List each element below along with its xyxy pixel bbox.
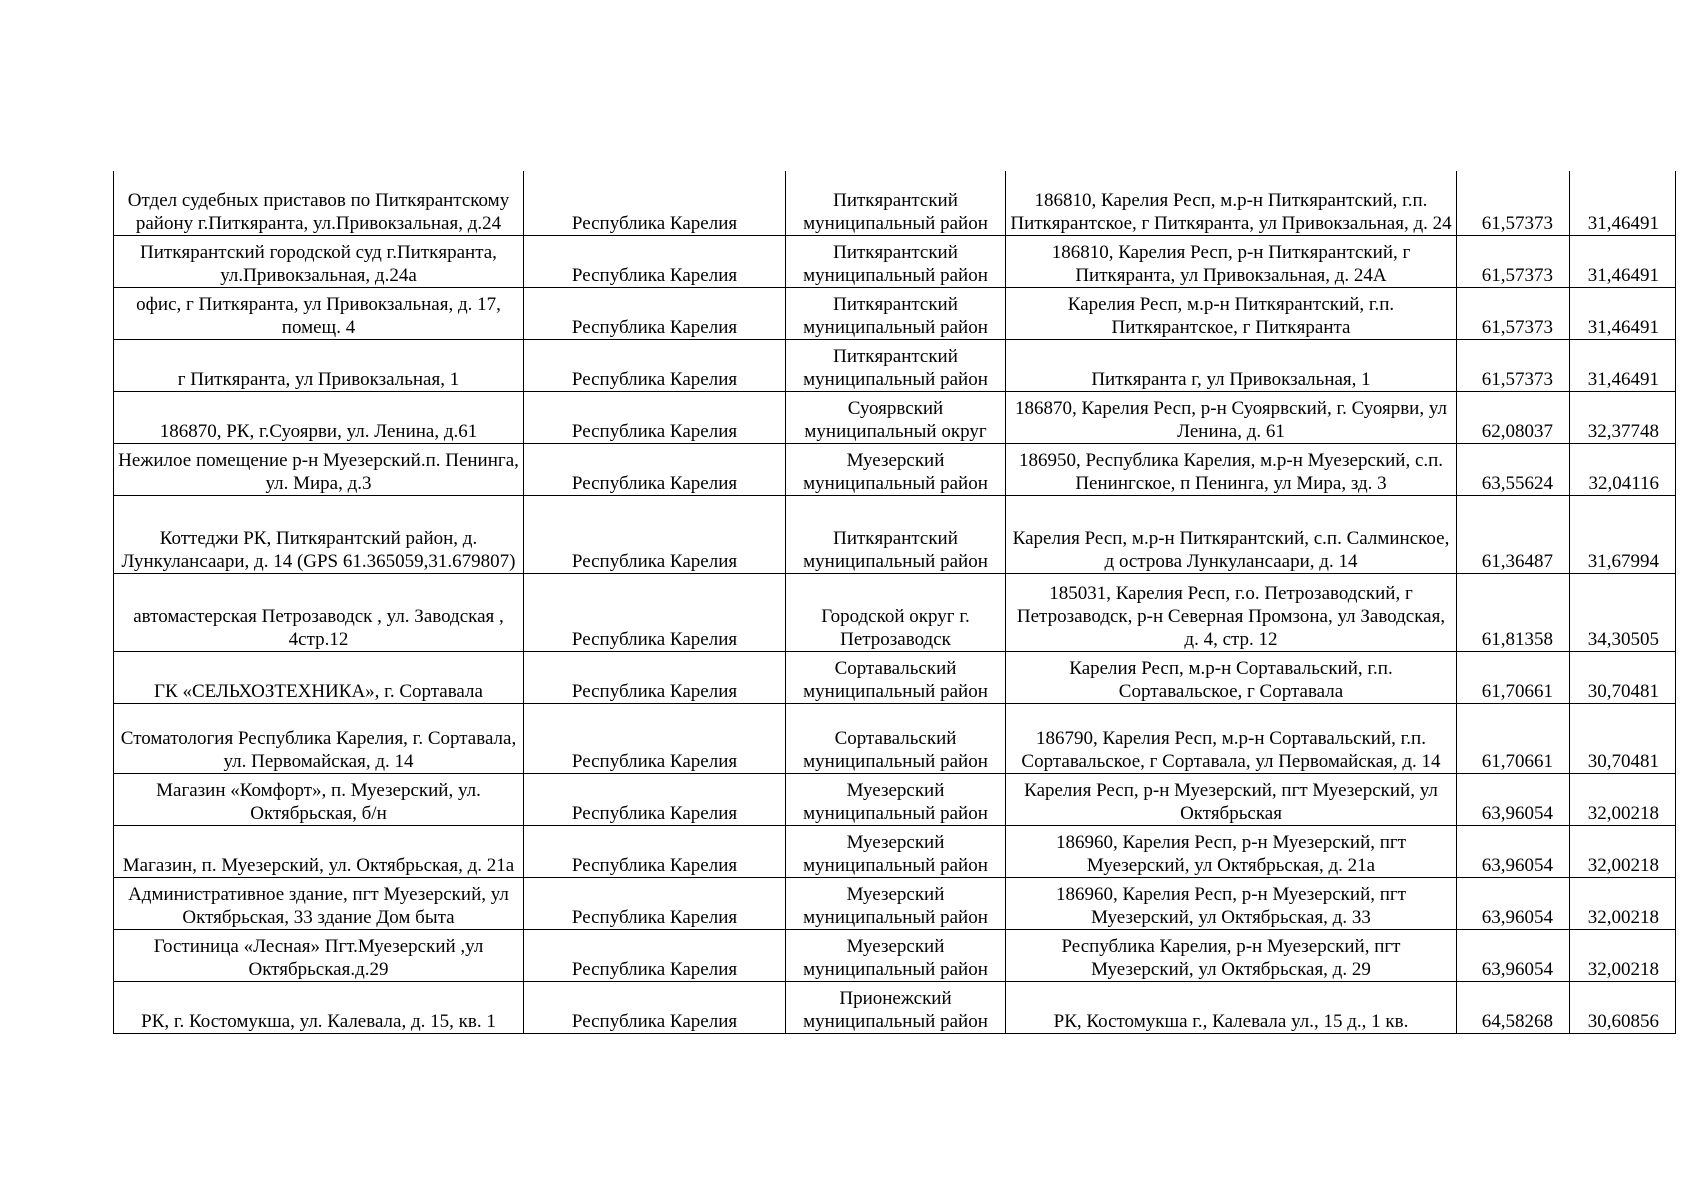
address-cell: 186790, Карелия Респ, м.р-н Сортавальский, г.п. Сортавальское, г Сортавала, ул Первомайская, д. 14 — [1006, 703, 1457, 773]
latitude-cell: 64,58268 — [1457, 981, 1570, 1033]
table-row — [114, 391, 1676, 443]
longitude-cell: 32,04116 — [1570, 443, 1676, 495]
district-cell: Муезерский муниципальный район — [786, 877, 1006, 929]
table-row — [114, 929, 1676, 981]
table-row — [114, 773, 1676, 825]
object-name-cell: Питкярантский городской суд г.Питкяранта, ул.Привокзальная, д.24а — [114, 235, 524, 287]
region-cell: Республика Карелия — [524, 339, 786, 391]
latitude-cell: 61,57373 — [1457, 235, 1570, 287]
object-name-cell: автомастерская Петрозаводск , ул. Заводская , 4стр.12 — [114, 573, 524, 651]
region-cell: Республика Карелия — [524, 929, 786, 981]
address-cell: 186810, Карелия Респ, р-н Питкярантский, г Питкяранта, ул Привокзальная, д. 24А — [1006, 235, 1457, 287]
longitude-cell: 31,46491 — [1570, 287, 1676, 339]
table-row — [114, 877, 1676, 929]
latitude-cell: 61,57373 — [1457, 171, 1570, 235]
object-name-cell: 186870, РК, г.Суоярви, ул. Ленина, д.61 — [114, 391, 524, 443]
district-cell: Питкярантский муниципальный район — [786, 495, 1006, 573]
longitude-cell: 31,46491 — [1570, 171, 1676, 235]
address-cell: Карелия Респ, м.р-н Сортавальский, г.п. Сортавальское, г Сортавала — [1006, 651, 1457, 703]
address-cell: Карелия Респ, р-н Муезерский, пгт Муезерский, ул Октябрьская — [1006, 773, 1457, 825]
table-row — [114, 573, 1676, 651]
district-cell: Питкярантский муниципальный район — [786, 171, 1006, 235]
latitude-cell: 61,57373 — [1457, 339, 1570, 391]
latitude-cell: 61,36487 — [1457, 495, 1570, 573]
object-name-cell: Гостиница «Лесная» Пгт.Муезерский ,ул Октябрьская.д.29 — [114, 929, 524, 981]
latitude-cell: 63,96054 — [1457, 825, 1570, 877]
address-cell: Карелия Респ, м.р-н Питкярантский, с.п. Салминское, д острова Лункулансаари, д. 14 — [1006, 495, 1457, 573]
table-row — [114, 651, 1676, 703]
longitude-cell: 30,70481 — [1570, 651, 1676, 703]
region-cell: Республика Карелия — [524, 495, 786, 573]
longitude-cell: 31,67994 — [1570, 495, 1676, 573]
district-cell: Прионежский муниципальный район — [786, 981, 1006, 1033]
object-name-cell: Коттеджи РК, Питкярантский район, д. Лункулансаари, д. 14 (GPS 61.365059,31.679807) — [114, 495, 524, 573]
locations-table — [113, 171, 1676, 1034]
district-cell: Муезерский муниципальный район — [786, 929, 1006, 981]
latitude-cell: 63,55624 — [1457, 443, 1570, 495]
region-cell: Республика Карелия — [524, 877, 786, 929]
address-cell: 186950, Республика Карелия, м.р-н Муезерский, с.п. Пенингское, п Пенинга, ул Мира, зд. 3 — [1006, 443, 1457, 495]
region-cell: Республика Карелия — [524, 391, 786, 443]
address-cell: 186960, Карелия Респ, р-н Муезерский, пгт Муезерский, ул Октябрьская, д. 21а — [1006, 825, 1457, 877]
latitude-cell: 63,96054 — [1457, 773, 1570, 825]
region-cell: Республика Карелия — [524, 981, 786, 1033]
region-cell: Республика Карелия — [524, 825, 786, 877]
region-cell: Республика Карелия — [524, 287, 786, 339]
table-row — [114, 703, 1676, 773]
latitude-cell: 61,70661 — [1457, 703, 1570, 773]
district-cell: Питкярантский муниципальный район — [786, 339, 1006, 391]
longitude-cell: 32,00218 — [1570, 877, 1676, 929]
table-row — [114, 825, 1676, 877]
district-cell: Муезерский муниципальный район — [786, 825, 1006, 877]
table-row — [114, 339, 1676, 391]
table-row — [114, 981, 1676, 1033]
object-name-cell: Административное здание, пгт Муезерский, ул Октябрьская, 33 здание Дом быта — [114, 877, 524, 929]
longitude-cell: 31,46491 — [1570, 235, 1676, 287]
address-cell: Питкяранта г, ул Привокзальная, 1 — [1006, 339, 1457, 391]
table-row — [114, 495, 1676, 573]
address-cell: 186810, Карелия Респ, м.р-н Питкярантский, г.п. Питкярантское, г Питкяранта, ул Привокзальная, д. 24 — [1006, 171, 1457, 235]
longitude-cell: 32,00218 — [1570, 773, 1676, 825]
object-name-cell: РК, г. Костомукша, ул. Калевала, д. 15, кв. 1 — [114, 981, 524, 1033]
object-name-cell: г Питкяранта, ул Привокзальная, 1 — [114, 339, 524, 391]
object-name-cell: Нежилое помещение р-н Муезерский.п. Пенинга, ул. Мира, д.3 — [114, 443, 524, 495]
district-cell: Питкярантский муниципальный район — [786, 287, 1006, 339]
latitude-cell: 61,81358 — [1457, 573, 1570, 651]
longitude-cell: 32,00218 — [1570, 825, 1676, 877]
latitude-cell: 62,08037 — [1457, 391, 1570, 443]
region-cell: Республика Карелия — [524, 171, 786, 235]
region-cell: Республика Карелия — [524, 773, 786, 825]
table-row — [114, 287, 1676, 339]
district-cell: Питкярантский муниципальный район — [786, 235, 1006, 287]
address-cell: 185031, Карелия Респ, г.о. Петрозаводский, г Петрозаводск, р-н Северная Промзона, ул Заводская, д. 4, стр. 12 — [1006, 573, 1457, 651]
longitude-cell: 30,60856 — [1570, 981, 1676, 1033]
table-row — [114, 235, 1676, 287]
longitude-cell: 34,30505 — [1570, 573, 1676, 651]
object-name-cell: ГК «СЕЛЬХОЗТЕХНИКА», г. Сортавала — [114, 651, 524, 703]
district-cell: Суоярвский муниципальный округ — [786, 391, 1006, 443]
address-cell: РК, Костомукша г., Калевала ул., 15 д., 1 кв. — [1006, 981, 1457, 1033]
table-row — [114, 171, 1676, 235]
latitude-cell: 61,70661 — [1457, 651, 1570, 703]
latitude-cell: 63,96054 — [1457, 929, 1570, 981]
district-cell: Муезерский муниципальный район — [786, 773, 1006, 825]
region-cell: Республика Карелия — [524, 651, 786, 703]
address-cell: 186960, Карелия Респ, р-н Муезерский, пгт Муезерский, ул Октябрьская, д. 33 — [1006, 877, 1457, 929]
object-name-cell: Стоматология Республика Карелия, г. Сортавала, ул. Первомайская, д. 14 — [114, 703, 524, 773]
object-name-cell: Магазин «Комфорт», п. Муезерский, ул. Октябрьская, б/н — [114, 773, 524, 825]
address-cell: 186870, Карелия Респ, р-н Суоярвский, г. Суоярви, ул Ленина, д. 61 — [1006, 391, 1457, 443]
object-name-cell: Магазин, п. Муезерский, ул. Октябрьская, д. 21а — [114, 825, 524, 877]
region-cell: Республика Карелия — [524, 703, 786, 773]
latitude-cell: 63,96054 — [1457, 877, 1570, 929]
table-row — [114, 443, 1676, 495]
longitude-cell: 32,00218 — [1570, 929, 1676, 981]
region-cell: Республика Карелия — [524, 573, 786, 651]
object-name-cell: Отдел судебных приставов по Питкярантскому району г.Питкяранта, ул.Привокзальная, д.24 — [114, 171, 524, 235]
longitude-cell: 32,37748 — [1570, 391, 1676, 443]
address-cell: Республика Карелия, р-н Муезерский, пгт Муезерский, ул Октябрьская, д. 29 — [1006, 929, 1457, 981]
district-cell: Городской округ г. Петрозаводск — [786, 573, 1006, 651]
longitude-cell: 31,46491 — [1570, 339, 1676, 391]
district-cell: Сортавальский муниципальный район — [786, 703, 1006, 773]
district-cell: Сортавальский муниципальный район — [786, 651, 1006, 703]
district-cell: Муезерский муниципальный район — [786, 443, 1006, 495]
object-name-cell: офис, г Питкяранта, ул Привокзальная, д. 17, помещ. 4 — [114, 287, 524, 339]
longitude-cell: 30,70481 — [1570, 703, 1676, 773]
region-cell: Республика Карелия — [524, 235, 786, 287]
latitude-cell: 61,57373 — [1457, 287, 1570, 339]
address-cell: Карелия Респ, м.р-н Питкярантский, г.п. Питкярантское, г Питкяранта — [1006, 287, 1457, 339]
region-cell: Республика Карелия — [524, 443, 786, 495]
